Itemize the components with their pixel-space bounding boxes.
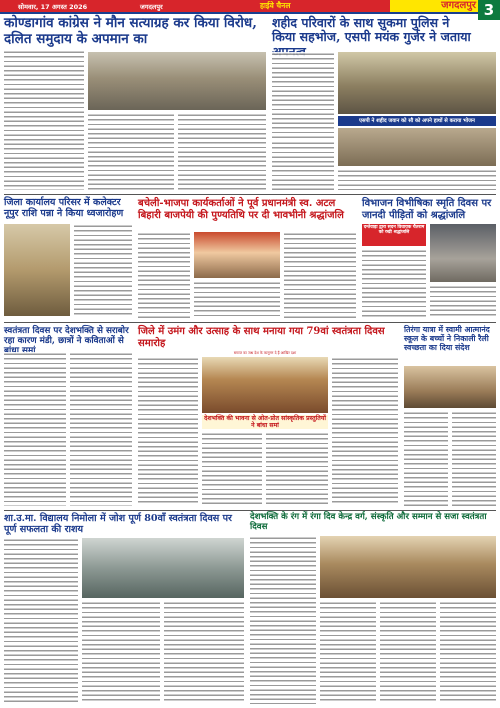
district-text-col2: [202, 432, 262, 506]
freedom-student-text-col1: [4, 352, 66, 506]
martyrs-text-col3: [338, 169, 496, 190]
school-text-col1: [404, 411, 448, 506]
district-text-col3: [266, 432, 328, 506]
deshbhakti-text-col1: [250, 536, 316, 704]
header-city: जगदलपुर: [390, 0, 482, 12]
martyrs-headline: शहीद परिवारों के साथ सुकमा पुलिस ने किया सहभोज, एसपी मयंक गुर्जर ने जताया: [272, 15, 471, 45]
collector-text: [74, 224, 132, 316]
school-photo: [404, 366, 496, 408]
congress-text-col2: [88, 113, 174, 190]
collector-headline: जिला कार्यालय परिसर में कलेक्टर नूपुर राशि पन्ना ने किया ध्वजारोहण: [4, 197, 124, 219]
divider-1: [4, 194, 496, 195]
vidyalaya-text-col1: [4, 538, 78, 704]
header-date: सोमवार, 17 अगस्त 2026: [18, 2, 88, 11]
bjp-headline: बचेली-भाजपा कार्यकर्ताओं ने पूर्व प्रधानमंत्री स्व. अटल बिहारी बाजपेयी की पुण्यतिथि पर दी भावभीनी श्रद्धांजलि: [138, 198, 344, 221]
freedom-student-text-col2: [70, 352, 132, 506]
congress-photo: [88, 52, 266, 110]
vidyalaya-photo: [82, 538, 244, 598]
vibhajan-tag: दन्तेवाड़ा द्वारा सदन विधायक चैतराम को रखी श्रद्धांजलि: [362, 224, 426, 246]
divider-2: [4, 322, 496, 323]
bjp-photo: [194, 232, 280, 278]
vibhajan-photo: [430, 224, 496, 282]
deshbhakti-text-col3: [380, 601, 436, 704]
collector-photo: [4, 224, 70, 316]
congress-headline: कोण्डागांव कांग्रेस ने मौन सत्याग्रह कर किया विरोध, दलित समुदाय के अपमान का: [4, 15, 257, 47]
district-photo-caption: देशभक्ति की भावना से ओत-प्रोत सांस्कृतिक प्रस्तुतियों ने बांधा समां: [202, 415, 328, 429]
district-text-col1: [138, 357, 198, 506]
bjp-text-col3: [284, 232, 356, 318]
header-location: जगदलपुर: [140, 2, 163, 11]
martyrs-text-col1: [272, 52, 334, 138]
martyrs-photo-2: [338, 128, 496, 166]
deshbhakti-text-col4: [440, 601, 496, 704]
page-number: 3: [478, 0, 500, 20]
header-section: हाईवे चैनल: [260, 1, 291, 10]
vidyalaya-text-col2: [82, 601, 160, 704]
deshbhakti-headline: देशभक्ति के रंग में रंगा दिव केन्द्र वर्ग, संस्कृति और सम्मान से सजा स्वतंत्रता दिवस: [250, 512, 487, 532]
vidyalaya-text-col3: [164, 601, 244, 704]
martyrs-text-col2: [272, 141, 334, 190]
deshbhakti-text-col2: [320, 601, 376, 704]
header-rule: [0, 12, 478, 14]
martyrs-inset-banner: एसपी ने शहीद जवान को सौ को अपने हाथों से कराया भोजन: [338, 116, 496, 126]
congress-text-col3: [178, 113, 266, 190]
district-photo: [202, 357, 328, 413]
bjp-text-col2: [194, 281, 280, 318]
deshbhakti-photo: [320, 536, 496, 598]
bjp-text-col1: [138, 232, 190, 318]
page-header: [0, 0, 500, 12]
school-headline: तिरंगा यात्रा में स्वामी आत्मानंद स्कूल के बच्चों ने निकाली रैली स्वच्छता का दिया संदेश: [404, 325, 490, 352]
vibhajan-headline: विभाजन विभीषिका स्मृति दिवस पर जानदी पीड़ितों को श्रद्धांजलि: [362, 198, 492, 221]
vibhajan-text-col1: [362, 249, 426, 318]
freedom-student-headline: स्वतंत्रता दिवस पर देशभक्ति से सराबोर रहा कारण मंडी, छात्रों ने कविताओं से: [4, 326, 129, 347]
vidyalaya-headline: शा.उ.मा. विद्यालय निमोला में जोश पूर्ण 80वाँ स्वतंत्रता दिवस पर पूर्ण सफलता की राशय: [4, 513, 232, 536]
district-headline: जिले में उमंग और उत्साह के साथ मनाया गया 79वां स्वतंत्रता दिवस समारोह: [138, 326, 385, 349]
martyrs-photo: [338, 52, 496, 114]
divider-3: [4, 510, 496, 511]
congress-text-col1: [4, 50, 84, 190]
school-text-col2: [452, 411, 496, 506]
district-text-col4: [332, 357, 398, 506]
district-subhead: समाज का जश्न देश के कानूनन दे हैं आखिर दशा: [233, 351, 297, 355]
vibhajan-text-col2: [430, 285, 496, 318]
